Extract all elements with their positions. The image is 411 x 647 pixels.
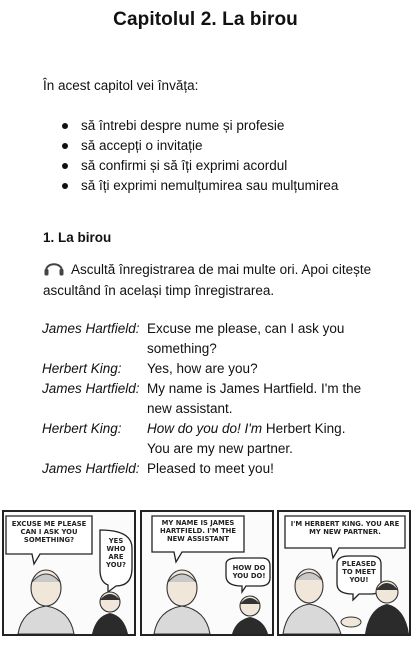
- speech: My name is James Hartfield. I'm the new assistant.: [147, 381, 362, 416]
- comic-panel-2: [140, 510, 274, 636]
- speaker: James Hartfield:: [42, 381, 140, 396]
- comic-panel-3: [277, 510, 411, 636]
- dialogue-line: [42, 319, 397, 359]
- speech: Yes, how are you?: [147, 361, 258, 376]
- page-title: Capitolul 2. La birou: [113, 9, 298, 30]
- speech-bubble: HOW DO YOU DO!: [232, 564, 266, 580]
- speaker: Herbert King:: [42, 421, 122, 436]
- speech-bubble: EXCUSE ME PLEASE CAN I ASK YOU SOMETHING?: [11, 520, 87, 544]
- intro-text: În acest capitol vei învăța:: [43, 78, 199, 93]
- speech: Excuse me please, can I ask you something?: [147, 321, 345, 356]
- headphones-icon[interactable]: [43, 259, 65, 276]
- speech: How do you do! I'm Herbert King. You are my new partner.: [147, 421, 346, 456]
- speech-bubble: MY NAME IS JAMES HARTFIELD. I'M THE NEW ASSISTANT: [160, 519, 236, 543]
- speech-bubble: PLEASED TO MEET YOU!: [341, 560, 377, 584]
- comic-strip: [0, 510, 411, 647]
- dialogue: [42, 319, 397, 479]
- speaker: James Hartfield:: [42, 461, 140, 476]
- section-title: 1. La birou: [43, 230, 112, 245]
- speaker: Herbert King:: [42, 361, 122, 376]
- dialogue-line: [42, 459, 397, 479]
- goals-list: [62, 116, 338, 196]
- speech: Pleased to meet you!: [147, 461, 274, 476]
- dialogue-line: [42, 379, 397, 419]
- instruction-text: Ascultă înregistrarea de mai multe ori. Apoi citește ascultând în același timp înregistrarea.: [43, 262, 372, 298]
- list-item: să accepți o invitație: [62, 136, 338, 156]
- comic-panel-1: [2, 510, 136, 636]
- list-item: să confirmi și să îți exprimi acordul: [62, 156, 338, 176]
- bullet-icon: [62, 123, 68, 129]
- speech-bubble: YES WHO ARE YOU?: [106, 537, 126, 569]
- list-item: să întrebi despre nume și profesie: [62, 116, 338, 136]
- speech-bubble: I'M HERBERT KING. YOU ARE MY NEW PARTNER.: [290, 520, 400, 536]
- dialogue-line: [42, 419, 397, 459]
- bullet-icon: [62, 143, 68, 149]
- bullet-icon: [62, 183, 68, 189]
- dialogue-line: [42, 359, 397, 379]
- instruction: [43, 259, 395, 301]
- list-item: să îți exprimi nemulțumirea sau mulțumirea: [62, 176, 338, 196]
- speaker: James Hartfield:: [42, 321, 140, 336]
- bullet-icon: [62, 163, 68, 169]
